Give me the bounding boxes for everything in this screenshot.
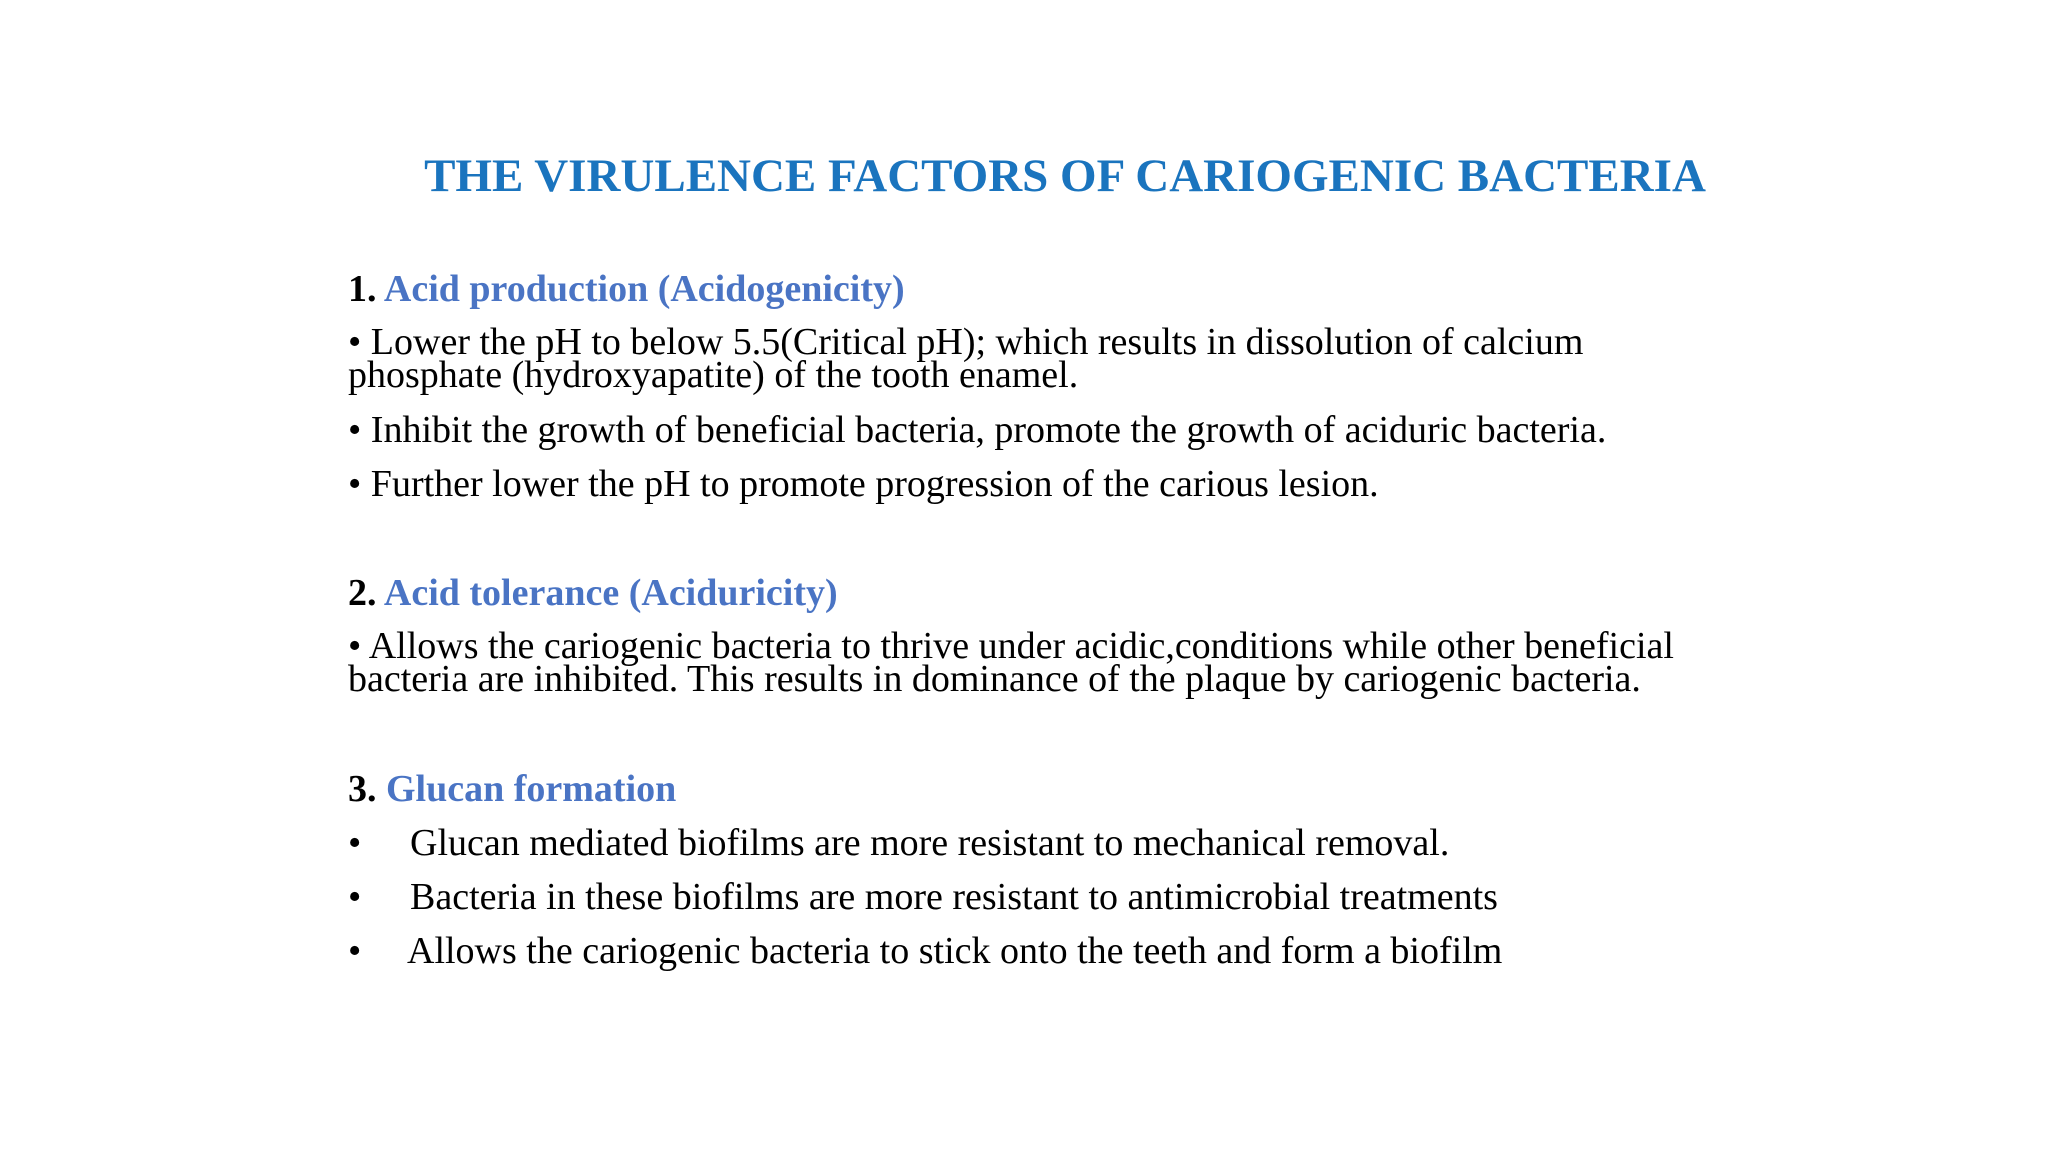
bullet-dot: • bbox=[348, 822, 362, 864]
slide-title: THE VIRULENCE FACTORS OF CARIOGENIC BACTERIA bbox=[424, 150, 1706, 202]
section-1-bullet-3 bbox=[348, 463, 1379, 505]
section-1-title: Acid production (Acidogenicity) bbox=[383, 268, 905, 310]
section-3-bullet-1-text: Glucan mediated biofilms are more resistant to mechanical removal. bbox=[410, 822, 1450, 864]
section-2-heading bbox=[348, 570, 838, 616]
section-1-bullet-3-line-1: • Further lower the pH to promote progression of the carious lesion. bbox=[348, 463, 1379, 505]
section-1-bullet-1-line-1: • Lower the pH to below 5.5(Critical pH); which results in dissolution of calcium bbox=[348, 321, 1584, 363]
section-1-bullet-1 bbox=[348, 321, 1584, 396]
section-1-bullet-2 bbox=[348, 409, 1607, 451]
section-1-bullet-2-line-1: • Inhibit the growth of beneficial bacteria, promote the growth of aciduric bacteria. bbox=[348, 409, 1607, 451]
section-3-bullet-3-text: Allows the cariogenic bacteria to stick onto the teeth and form a biofilm bbox=[407, 930, 1503, 972]
section-3-number: 3. bbox=[348, 768, 377, 810]
section-3-bullet-2-text: Bacteria in these biofilms are more resistant to antimicrobial treatments bbox=[410, 876, 1498, 918]
section-1-number: 1. bbox=[348, 268, 377, 310]
bullet-dot: • bbox=[348, 876, 362, 918]
section-1-bullet-1-line-2: phosphate (hydroxyapatite) of the tooth enamel. bbox=[348, 354, 1079, 396]
section-3-title: Glucan formation bbox=[386, 768, 677, 810]
bullet-dot: • bbox=[348, 930, 362, 972]
section-2-bullet-1-line-2: bacteria are inhibited. This results in dominance of the plaque by cariogenic bacteria. bbox=[348, 658, 1641, 700]
section-3-heading bbox=[348, 766, 676, 812]
section-2-number: 2. bbox=[348, 572, 377, 614]
section-1-heading bbox=[348, 266, 905, 312]
section-2-bullet-1-line-1: • Allows the cariogenic bacteria to thrive under acidic,conditions while other beneficial bbox=[348, 625, 1674, 667]
section-2-title: Acid tolerance (Aciduricity) bbox=[383, 572, 838, 614]
section-2-bullet-1 bbox=[348, 625, 1674, 700]
